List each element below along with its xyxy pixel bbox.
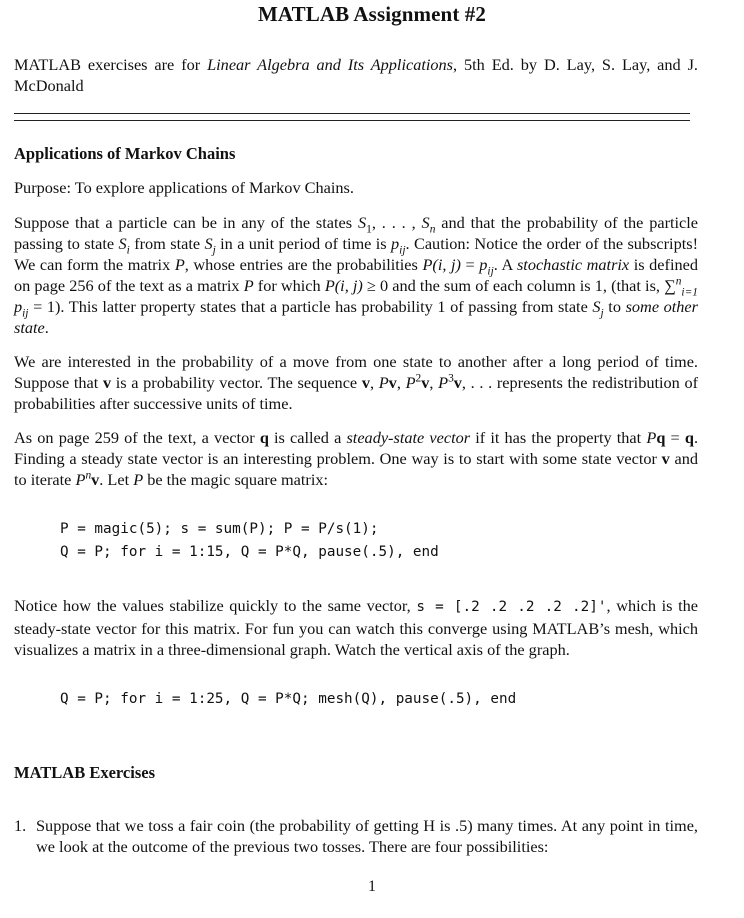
exercises-heading: MATLAB Exercises — [14, 763, 155, 782]
exercise-text: Suppose that we toss a fair coin (the probability of getting H is .5) many times. At any point in time, we look at the outcome of the previous two tosses. There are four possibilities: — [36, 816, 698, 856]
probability-vector-paragraph: We are interested in the probability of a move from one state to another after a long period of time. Suppose that v is a probability vector. The sequence v, Pv, $P^2v$, $P^3v$, . . . represents the redistribution of probabilities after successive units of time. — [14, 352, 699, 413]
code-block-magic-square: P = magic(5); s = sum(P); P = P/s(1); Q = P; for i = 1:15, Q = P*Q, pause(.5), end — [60, 521, 439, 560]
stabilize-paragraph: Notice how the values stabilize quickly to the same vector, s = [.2 .2 .2 .2 .2]', which is the steady-state vector for this matrix. For fun you can watch this converge using MATLAB’s mesh, which visualizes a matrix in a three-dimensional graph. Watch the vertical axis of the graph. — [14, 596, 698, 659]
page-number: 1 — [368, 878, 376, 895]
stochastic-matrix-term: stochastic matrix — [516, 255, 630, 274]
document-title: MATLAB Assignment #2 — [258, 2, 486, 26]
exercise-item-1 — [14, 815, 698, 859]
code-block-mesh: Q = P; for i = 1:25, Q = P*Q; mesh(Q), pause(.5), end — [60, 691, 517, 707]
steady-state-paragraph: As on page 259 of the text, a vector q is called a steady-state vector if it has the property that Pq = q. Finding a steady state vector is an interesting problem. One way is to start with some state vector v and to iterate $P^nv$. Let P be the magic square matrix: — [14, 428, 699, 489]
intro-paragraph: MATLAB exercises are for Linear Algebra and Its Applications, 5th Ed. by D. Lay, S. Lay, and J. McDonald — [14, 55, 698, 95]
double-rule-divider — [14, 113, 690, 121]
exercise-number: 1. — [14, 816, 27, 835]
book-title: Linear Algebra and Its Applications — [207, 55, 454, 74]
markov-definition-paragraph: Suppose that a particle can be in any of the states $S_1$, . . . , $S_n$ and that the probability of the particle passing to state $S_i$ from state $S_j$ in a unit period of time is $p_{ij}$. Caution: Notice the order of the subscripts! We can form the matrix P, whose entries are the probabilities P(i, $j) = p_{ij}$. A stochastic matrix is defined on page 256 of the text as a matrix P for which P(i, j) ≥ 0 and the sum of each column is 1, (that is, ∑$^n_{i=1}$ $p_{ij} = 1$). This latter property states that a particle has probability 1 of passing from state $S_j$ to some other state. — [14, 213, 699, 337]
steady-state-term: steady-state vector — [346, 428, 471, 447]
section-heading: Applications of Markov Chains — [14, 144, 236, 163]
purpose-paragraph: Purpose: To explore applications of Markov Chains. — [14, 178, 354, 197]
steady-state-vector-code: s = [.2 .2 .2 .2 .2]' — [416, 599, 607, 615]
